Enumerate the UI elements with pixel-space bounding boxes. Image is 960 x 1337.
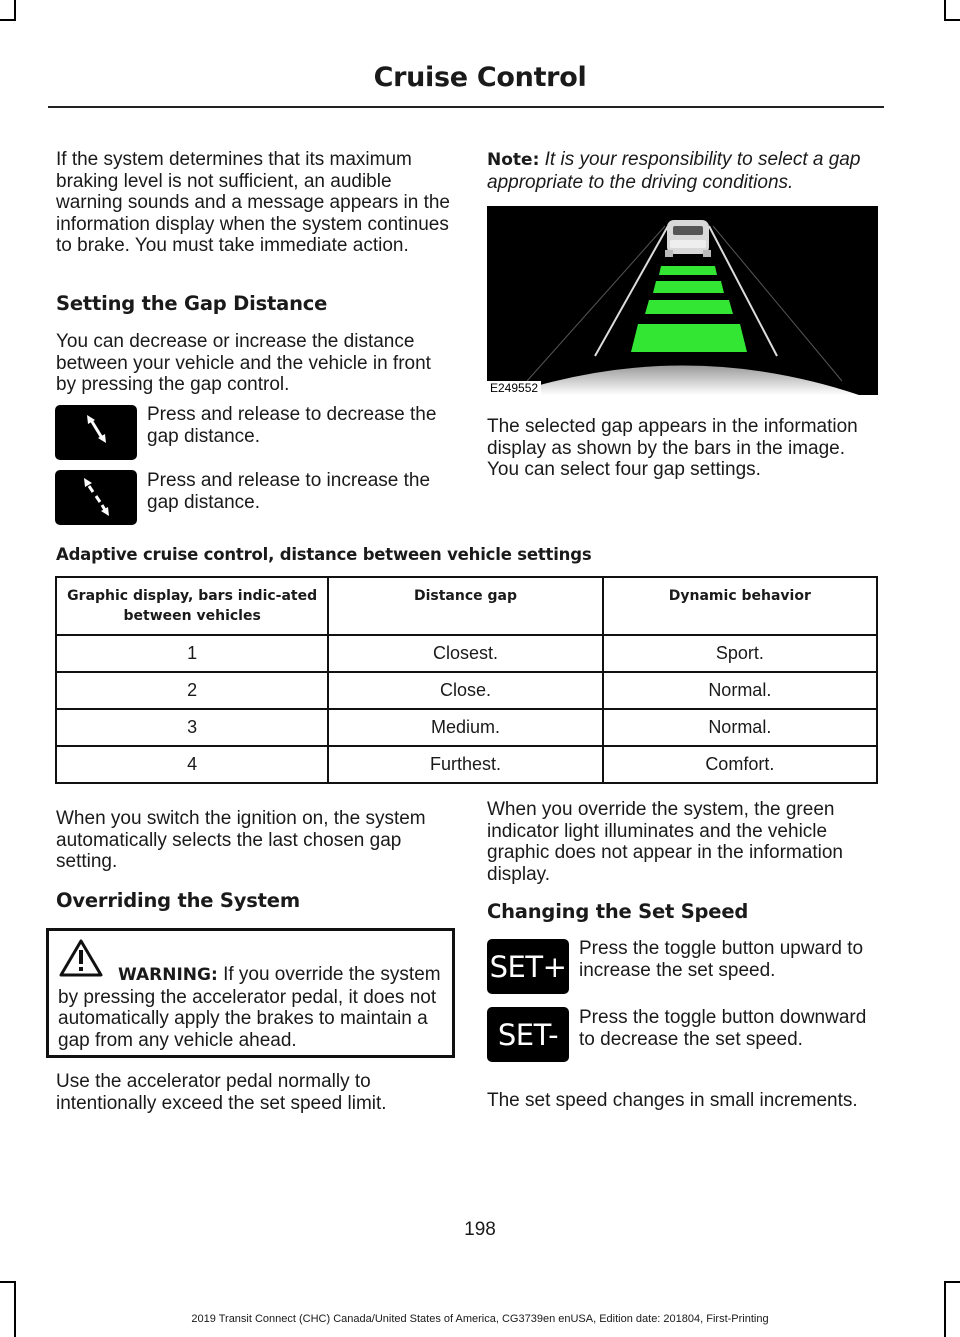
note-label: Note: bbox=[487, 150, 540, 170]
figure-caption: The selected gap appears in the information display as shown by the bars in the image. You can select four gap settings. bbox=[487, 416, 858, 480]
increase-gap-icon bbox=[55, 470, 137, 525]
set-speed-heading: Changing the Set Speed bbox=[487, 900, 749, 923]
table-cell: Comfort. bbox=[603, 746, 877, 783]
pedal-paragraph: Use the accelerator pedal normally to intentionally exceed the set speed limit. bbox=[56, 1071, 387, 1114]
table-cell: Close. bbox=[328, 672, 602, 709]
crop-mark bbox=[0, 19, 16, 21]
crop-mark bbox=[14, 0, 16, 20]
table-cell: Normal. bbox=[603, 672, 877, 709]
table-cell: Medium. bbox=[328, 709, 602, 746]
warning-label: WARNING: bbox=[118, 965, 218, 985]
set-minus-text: Press the toggle button downward to decrease the set speed. bbox=[579, 1007, 867, 1050]
override-paragraph: When you override the system, the green indicator light illuminates and the vehicle graphic does not appear in the information display. bbox=[487, 799, 843, 885]
table-cell: Normal. bbox=[603, 709, 877, 746]
table-cell: Closest. bbox=[328, 635, 602, 672]
page-number: 198 bbox=[464, 1219, 496, 1240]
crop-mark bbox=[14, 1281, 16, 1337]
crop-mark bbox=[0, 1281, 16, 1283]
table-cell: Sport. bbox=[603, 635, 877, 672]
crop-mark bbox=[944, 19, 960, 21]
table-row bbox=[56, 709, 877, 746]
table-row bbox=[56, 746, 877, 783]
crop-mark bbox=[944, 0, 946, 20]
column-header: Dynamic behavior bbox=[603, 577, 877, 635]
gap-distance-heading: Setting the Gap Distance bbox=[56, 292, 328, 315]
column-header: Graphic display, bars indic-ated between vehicles bbox=[56, 577, 328, 635]
column-header: Distance gap bbox=[328, 577, 602, 635]
note-text: It is your responsibility to select a gap appropriate to the driving conditions. bbox=[487, 149, 861, 193]
set-minus-icon: SET- bbox=[487, 1007, 569, 1062]
footer-text: 2019 Transit Connect (CHC) Canada/United States of America, CG3739en enUSA, Edition date: 201804, First-Printing bbox=[191, 1313, 769, 1325]
table-row bbox=[56, 672, 877, 709]
crop-mark bbox=[944, 1281, 960, 1283]
table-cell: Furthest. bbox=[328, 746, 602, 783]
override-heading: Overriding the System bbox=[56, 889, 300, 912]
header-rule bbox=[48, 106, 884, 108]
warning-text-block bbox=[58, 964, 453, 1051]
decrease-gap-text: Press and release to decrease the gap distance. bbox=[147, 404, 437, 447]
gap-distance-paragraph: You can decrease or increase the distance between your vehicle and the vehicle in front by pressing the gap control. bbox=[56, 331, 431, 395]
increments-paragraph: The set speed changes in small increments. bbox=[487, 1090, 858, 1111]
table-cell: 3 bbox=[56, 709, 328, 746]
warning-text: If you override the system by pressing the accelerator pedal, it does not automatically apply the brakes to maintain a gap from any vehicle ahead. bbox=[58, 964, 441, 1051]
table-cell: 2 bbox=[56, 672, 328, 709]
gap-display-figure bbox=[487, 206, 878, 395]
intro-paragraph: If the system determines that its maximum braking level is not sufficient, an audible warning sounds and a message appears in the information display when the system continues to brake. You must take immediate action. bbox=[56, 149, 450, 256]
crop-mark bbox=[944, 1281, 946, 1337]
set-plus-icon: SET+ bbox=[487, 939, 569, 994]
table-header-row bbox=[56, 577, 877, 635]
note bbox=[487, 149, 880, 193]
table-row bbox=[56, 635, 877, 672]
page-title: Cruise Control bbox=[373, 62, 587, 93]
vehicle-graphic bbox=[665, 220, 711, 257]
warning-box bbox=[46, 928, 455, 1058]
table-cell: 4 bbox=[56, 746, 328, 783]
decrease-gap-icon bbox=[55, 405, 137, 460]
increase-gap-text: Press and release to increase the gap distance. bbox=[147, 470, 431, 513]
set-plus-text: Press the toggle button upward to increase the set speed. bbox=[579, 938, 864, 981]
figure-code: E249552 bbox=[487, 381, 541, 395]
table-cell: 1 bbox=[56, 635, 328, 672]
gap-settings-table bbox=[55, 576, 878, 784]
ignition-paragraph: When you switch the ignition on, the system automatically selects the last chosen gap setting. bbox=[56, 808, 426, 872]
table-title: Adaptive cruise control, distance between vehicle settings bbox=[56, 545, 592, 564]
